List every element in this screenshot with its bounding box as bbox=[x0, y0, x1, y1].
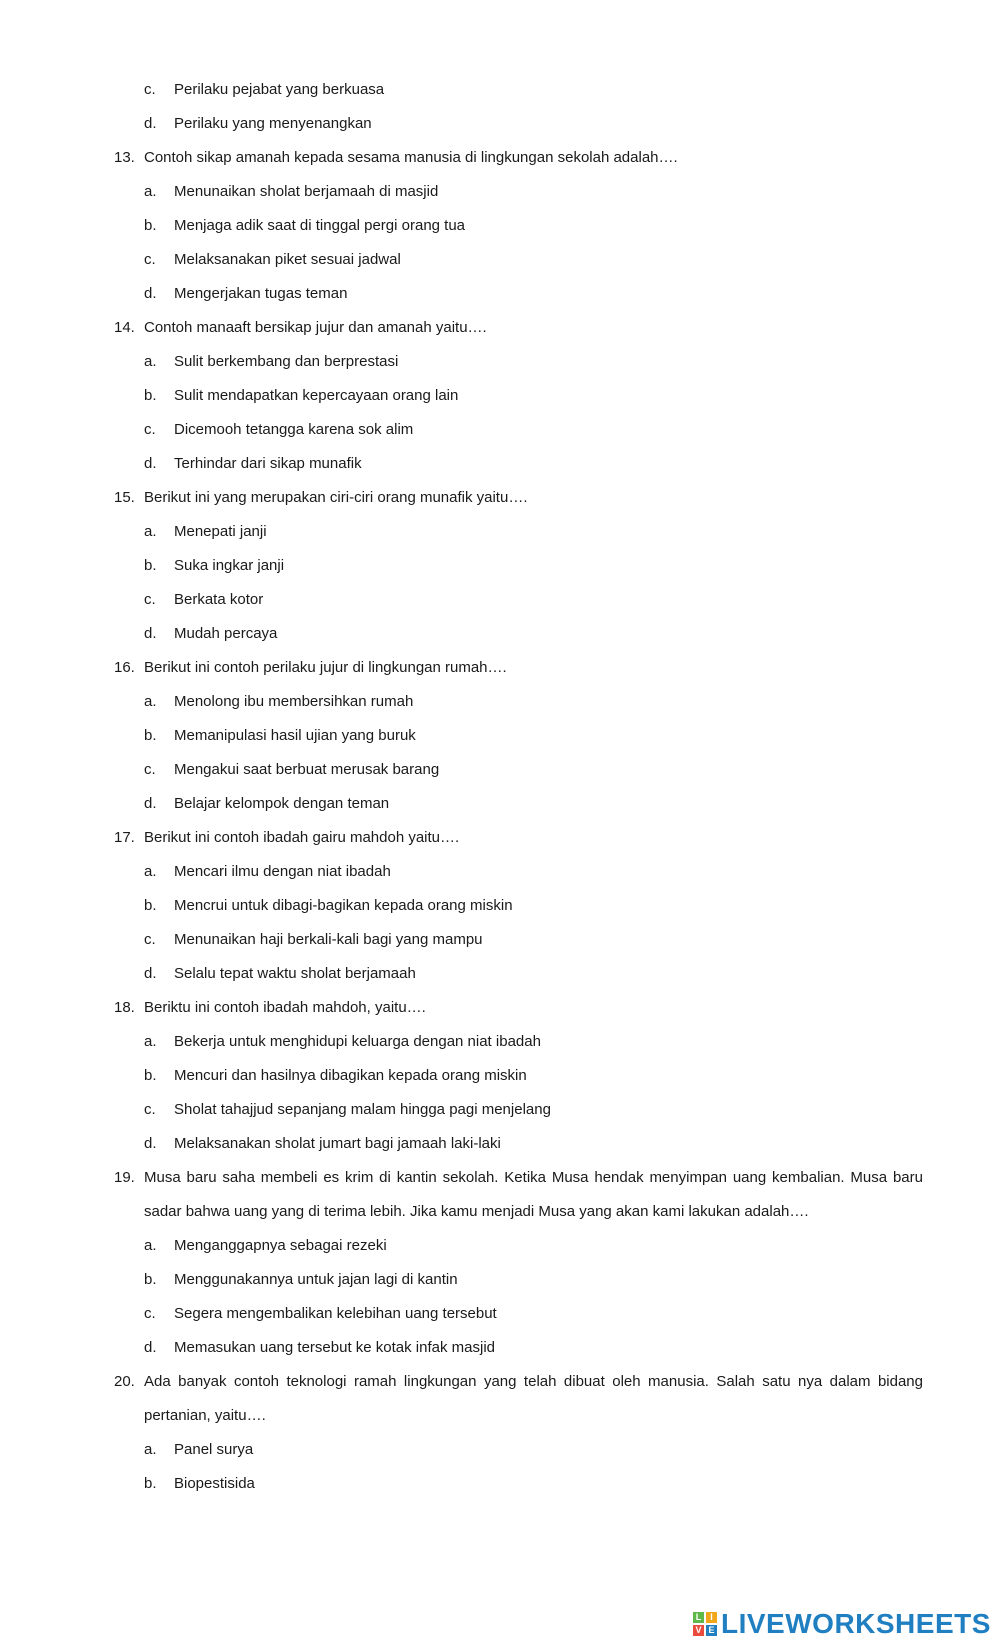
option-text: Mencuri dan hasilnya dibagikan kepada orang miskin bbox=[174, 1067, 527, 1084]
option-text: Perilaku pejabat yang berkuasa bbox=[174, 81, 385, 98]
question-line bbox=[0, 481, 1000, 515]
question-line bbox=[0, 821, 1000, 855]
question-text: Beriktu ini contoh ibadah mahdoh, yaitu…. bbox=[144, 999, 426, 1016]
answer-option[interactable] bbox=[0, 923, 1000, 957]
option-letter: c. bbox=[144, 931, 156, 948]
option-text: Selalu tepat waktu sholat berjamaah bbox=[174, 965, 416, 982]
option-text: Memasukan uang tersebut ke kotak infak masjid bbox=[174, 1339, 495, 1356]
question-text: Musa baru saha membeli es krim di kantin sekolah. Ketika Musa hendak menyimpan uang kembalian. Musa baru bbox=[144, 1169, 923, 1186]
option-text: Terhindar dari sikap munafik bbox=[174, 455, 362, 472]
option-text: Menggunakannya untuk jajan lagi di kantin bbox=[174, 1271, 458, 1288]
question-number: 18. bbox=[114, 999, 135, 1016]
option-letter: c. bbox=[144, 761, 156, 778]
question-number: 15. bbox=[114, 489, 135, 506]
answer-option[interactable] bbox=[0, 1025, 1000, 1059]
option-letter: c. bbox=[144, 81, 156, 98]
option-letter: c. bbox=[144, 251, 156, 268]
option-letter: b. bbox=[144, 217, 157, 234]
question-number: 19. bbox=[114, 1169, 135, 1186]
answer-option[interactable] bbox=[0, 243, 1000, 277]
logo-letter-e: E bbox=[706, 1625, 717, 1636]
question-number: 17. bbox=[114, 829, 135, 846]
answer-option[interactable] bbox=[0, 1093, 1000, 1127]
answer-option[interactable] bbox=[0, 209, 1000, 243]
option-text: Melaksanakan piket sesuai jadwal bbox=[174, 251, 401, 268]
answer-option[interactable] bbox=[0, 719, 1000, 753]
answer-option[interactable] bbox=[0, 277, 1000, 311]
option-letter: a. bbox=[144, 1237, 157, 1254]
option-text: Mengerjakan tugas teman bbox=[174, 285, 348, 302]
answer-option[interactable] bbox=[0, 1059, 1000, 1093]
option-letter: d. bbox=[144, 625, 157, 642]
answer-option[interactable] bbox=[0, 1263, 1000, 1297]
question-text: Contoh manaaft bersikap jujur dan amanah yaitu…. bbox=[144, 319, 487, 336]
answer-option[interactable] bbox=[0, 549, 1000, 583]
option-letter: a. bbox=[144, 183, 157, 200]
option-letter: c. bbox=[144, 591, 156, 608]
question-text: Berikut ini contoh ibadah gairu mahdoh yaitu…. bbox=[144, 829, 460, 846]
answer-option[interactable] bbox=[0, 107, 1000, 141]
question-line bbox=[0, 1399, 1000, 1433]
question-line bbox=[0, 1161, 1000, 1195]
question-text: Contoh sikap amanah kepada sesama manusia di lingkungan sekolah adalah…. bbox=[144, 149, 678, 166]
option-letter: d. bbox=[144, 115, 157, 132]
option-text: Mengakui saat berbuat merusak barang bbox=[174, 761, 440, 778]
option-letter: a. bbox=[144, 1033, 157, 1050]
option-letter: b. bbox=[144, 557, 157, 574]
answer-option[interactable] bbox=[0, 175, 1000, 209]
option-text: Menjaga adik saat di tinggal pergi orang tua bbox=[174, 217, 466, 234]
option-letter: b. bbox=[144, 897, 157, 914]
option-letter: b. bbox=[144, 727, 157, 744]
option-text: Sulit berkembang dan berprestasi bbox=[174, 353, 399, 370]
answer-option[interactable] bbox=[0, 889, 1000, 923]
answer-option[interactable] bbox=[0, 515, 1000, 549]
worksheet-content bbox=[0, 73, 1000, 1501]
question-line bbox=[0, 1195, 1000, 1229]
option-text: Mencrui untuk dibagi-bagikan kepada orang miskin bbox=[174, 897, 513, 914]
answer-option[interactable] bbox=[0, 1127, 1000, 1161]
answer-option[interactable] bbox=[0, 379, 1000, 413]
answer-option[interactable] bbox=[0, 1331, 1000, 1365]
option-text: Segera mengembalikan kelebihan uang tersebut bbox=[174, 1305, 497, 1322]
option-letter: d. bbox=[144, 965, 157, 982]
answer-option[interactable] bbox=[0, 753, 1000, 787]
question-number: 16. bbox=[114, 659, 135, 676]
option-letter: a. bbox=[144, 693, 157, 710]
question-text: Berikut ini yang merupakan ciri-ciri orang munafik yaitu…. bbox=[144, 489, 528, 506]
option-letter: b. bbox=[144, 1475, 157, 1492]
option-text: Biopestisida bbox=[174, 1475, 255, 1492]
option-text: Bekerja untuk menghidupi keluarga dengan niat ibadah bbox=[174, 1033, 541, 1050]
question-text: pertanian, yaitu…. bbox=[144, 1407, 266, 1424]
logo-wordmark: LIVEWORKSHEETS bbox=[721, 1608, 991, 1639]
answer-option[interactable] bbox=[0, 685, 1000, 719]
liveworksheets-logo bbox=[693, 1608, 991, 1640]
option-letter: b. bbox=[144, 1271, 157, 1288]
answer-option[interactable] bbox=[0, 447, 1000, 481]
option-letter: a. bbox=[144, 1441, 157, 1458]
option-text: Melaksanakan sholat jumart bagi jamaah laki-laki bbox=[174, 1135, 501, 1152]
answer-option[interactable] bbox=[0, 617, 1000, 651]
option-text: Belajar kelompok dengan teman bbox=[174, 795, 390, 812]
option-text: Mencari ilmu dengan niat ibadah bbox=[174, 863, 391, 880]
question-line bbox=[0, 991, 1000, 1025]
answer-option[interactable] bbox=[0, 583, 1000, 617]
option-letter: d. bbox=[144, 1339, 157, 1356]
answer-option[interactable] bbox=[0, 957, 1000, 991]
option-text: Perilaku yang menyenangkan bbox=[174, 115, 372, 132]
question-text: Ada banyak contoh teknologi ramah lingkungan yang telah dibuat oleh manusia. Salah satu nya dalam bidang bbox=[144, 1373, 923, 1390]
answer-option[interactable] bbox=[0, 1433, 1000, 1467]
option-letter: d. bbox=[144, 285, 157, 302]
question-text: sadar bahwa uang yang di terima lebih. Jika kamu menjadi Musa yang akan kami lakukan adalah…. bbox=[144, 1203, 809, 1220]
logo-letter-l: L bbox=[693, 1612, 704, 1623]
option-letter: a. bbox=[144, 353, 157, 370]
answer-option[interactable] bbox=[0, 1297, 1000, 1331]
option-text: Dicemooh tetangga karena sok alim bbox=[174, 421, 414, 438]
option-text: Suka ingkar janji bbox=[174, 557, 285, 574]
option-letter: c. bbox=[144, 1101, 156, 1118]
answer-option[interactable] bbox=[0, 855, 1000, 889]
logo-letter-i: I bbox=[706, 1612, 717, 1623]
question-line bbox=[0, 651, 1000, 685]
question-line bbox=[0, 311, 1000, 345]
question-text: Berikut ini contoh perilaku jujur di lingkungan rumah…. bbox=[144, 659, 507, 676]
option-letter: a. bbox=[144, 523, 157, 540]
logo-mark-icon bbox=[693, 1612, 717, 1636]
answer-option[interactable] bbox=[0, 1467, 1000, 1501]
answer-option[interactable] bbox=[0, 787, 1000, 821]
option-text: Sholat tahajjud sepanjang malam hingga pagi menjelang bbox=[174, 1101, 551, 1118]
question-number: 14. bbox=[114, 319, 135, 336]
option-text: Memanipulasi hasil ujian yang buruk bbox=[174, 727, 416, 744]
option-letter: d. bbox=[144, 1135, 157, 1152]
option-text: Menunaikan sholat berjamaah di masjid bbox=[174, 183, 439, 200]
option-text: Berkata kotor bbox=[174, 591, 264, 608]
option-text: Panel surya bbox=[174, 1441, 254, 1458]
option-text: Sulit mendapatkan kepercayaan orang lain bbox=[174, 387, 459, 404]
question-number: 13. bbox=[114, 149, 135, 166]
option-text: Menolong ibu membersihkan rumah bbox=[174, 693, 414, 710]
option-letter: a. bbox=[144, 863, 157, 880]
option-text: Menunaikan haji berkali-kali bagi yang mampu bbox=[174, 931, 483, 948]
answer-option[interactable] bbox=[0, 1229, 1000, 1263]
question-number: 20. bbox=[114, 1373, 135, 1390]
option-letter: d. bbox=[144, 795, 157, 812]
option-letter: c. bbox=[144, 1305, 156, 1322]
option-text: Mudah percaya bbox=[174, 625, 278, 642]
option-text: Menepati janji bbox=[174, 523, 267, 540]
option-letter: b. bbox=[144, 387, 157, 404]
logo-letter-v: V bbox=[693, 1625, 704, 1636]
option-letter: c. bbox=[144, 421, 156, 438]
option-text: Menganggapnya sebagai rezeki bbox=[174, 1237, 387, 1254]
answer-option[interactable] bbox=[0, 73, 1000, 107]
answer-option[interactable] bbox=[0, 345, 1000, 379]
option-letter: d. bbox=[144, 455, 157, 472]
question-line bbox=[0, 1365, 1000, 1399]
question-line bbox=[0, 141, 1000, 175]
answer-option[interactable] bbox=[0, 413, 1000, 447]
option-letter: b. bbox=[144, 1067, 157, 1084]
